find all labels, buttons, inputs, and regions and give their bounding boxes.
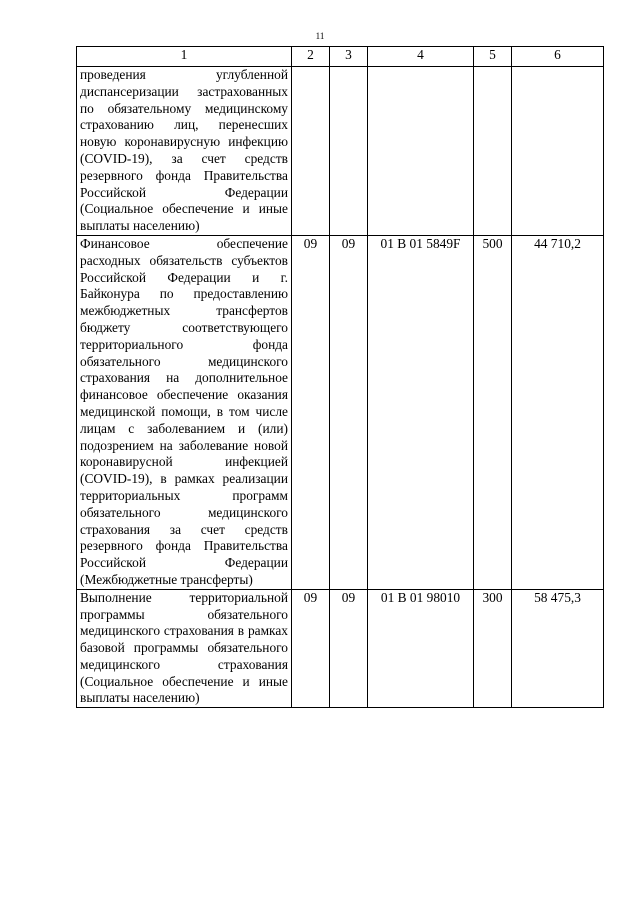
expense-type-cell: 300 (474, 589, 512, 708)
table-row (77, 589, 604, 708)
amount-cell: 58 475,3 (512, 589, 604, 708)
header-col-5: 5 (474, 47, 512, 67)
header-col-1: 1 (77, 47, 292, 67)
target-article-cell: 01 В 01 5849F (368, 235, 474, 589)
amount-cell (512, 67, 604, 236)
subsection-code-cell: 09 (330, 235, 368, 589)
target-article-cell: 01 В 01 98010 (368, 589, 474, 708)
header-col-4: 4 (368, 47, 474, 67)
page-number: 11 (315, 31, 325, 41)
row-name-cell: Финансовое обеспечение расходных обязательств субъектов Российской Федерации и г. Байконура по предоставлению межбюджетных трансфертов бюджету соответствующего территориального фонда обязательного медицинского страхования на дополнительное финансовое обеспечение оказания медицинской помощи, в том числе лицам с заболеванием и (или) подозрением на заболевание новой коронавирусной инфекцией (COVID-19), в рамках реализации территориальных программ обязательного медицинского страхования за счет средств резервного фонда Правительства Российской Федерации (Межбюджетные трансферты) (77, 235, 292, 589)
expense-type-cell (474, 67, 512, 236)
subsection-code-cell (330, 67, 368, 236)
table-row (77, 67, 604, 236)
row-name-cell: проведения углубленной диспансеризации застрахованных по обязательному медицинскому страхованию лиц, перенесших новую коронавирусную инфекцию (COVID-19), за счет средств резервного фонда Правительства Российской Федерации (Социальное обеспечение и иные выплаты населению) (77, 67, 292, 236)
row-name-cell: Выполнение территориальной программы обязательного медицинского страхования в рамках базовой программы обязательного медицинского страхования (Социальное обеспечение и иные выплаты населению) (77, 589, 292, 708)
section-code-cell: 09 (292, 235, 330, 589)
target-article-cell (368, 67, 474, 236)
table-header-row (77, 47, 604, 67)
header-col-6: 6 (512, 47, 604, 67)
budget-table (76, 46, 604, 708)
section-code-cell: 09 (292, 589, 330, 708)
subsection-code-cell: 09 (330, 589, 368, 708)
header-col-2: 2 (292, 47, 330, 67)
expense-type-cell: 500 (474, 235, 512, 589)
amount-cell: 44 710,2 (512, 235, 604, 589)
table-row (77, 235, 604, 589)
header-col-3: 3 (330, 47, 368, 67)
section-code-cell (292, 67, 330, 236)
